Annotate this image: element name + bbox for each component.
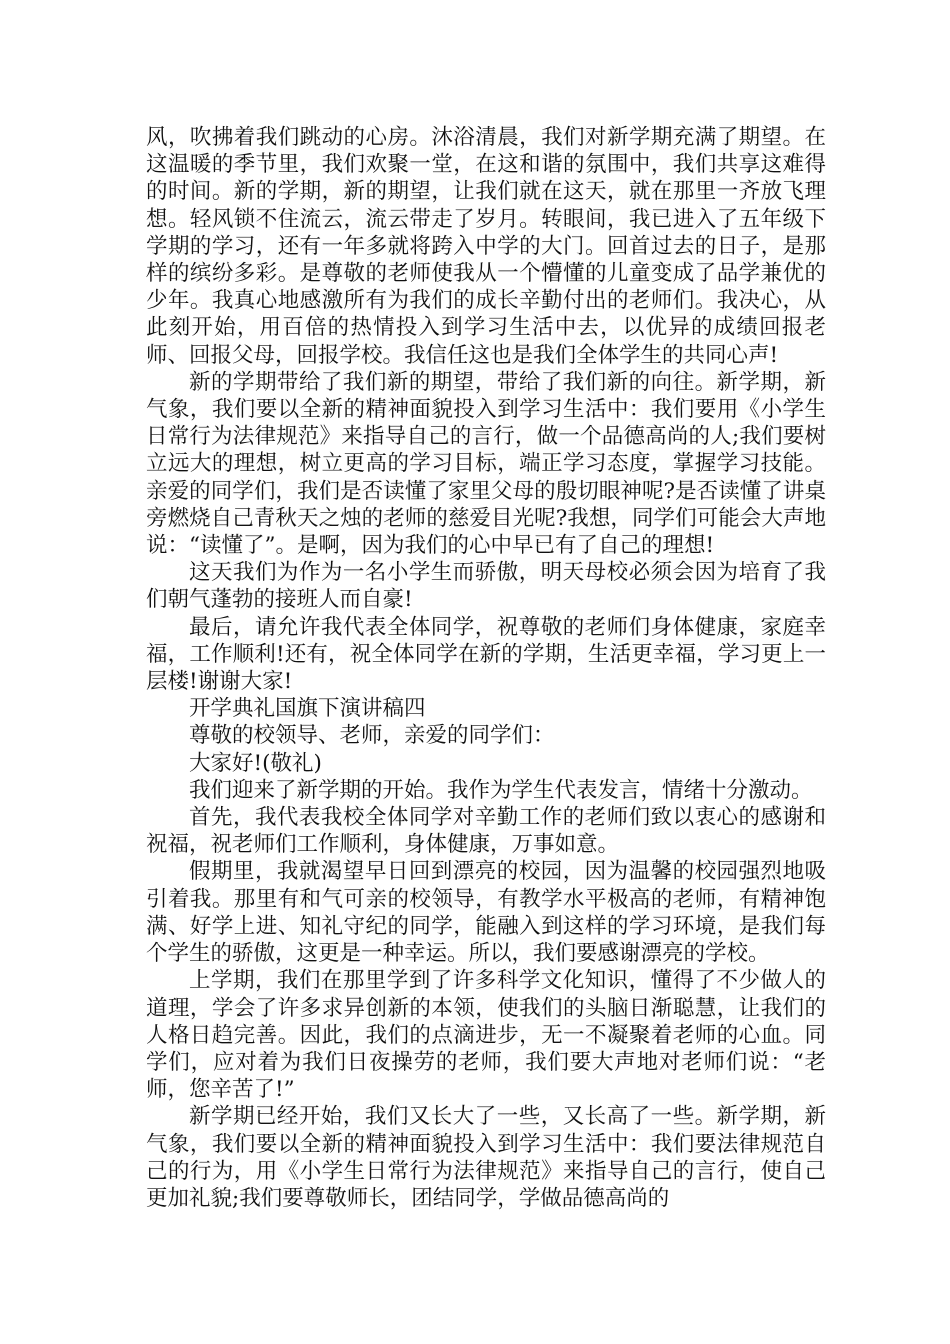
paragraph: 最后，请允许我代表全体同学，祝尊敬的老师们身体健康，家庭幸福，工作顺利!还有，祝全体同学在新的学期，生活更幸福，学习更上一层楼!谢谢大家! — [146, 614, 826, 695]
document-body — [146, 124, 826, 1212]
paragraph: 我们迎来了新学期的开始。我作为学生代表发言，情绪十分激动。 — [189, 777, 813, 803]
paragraph: 首先，我代表我校全体同学对辛勤工作的老师们致以衷心的感谢和祝福，祝老师们工作顺利，身体健康，万事如意。 — [146, 805, 826, 858]
paragraph: 新的学期带给了我们新的期望，带给了我们新的向往。新学期，新气象，我们要以全新的精神面貌投入到学习生活中：我们要用《小学生日常行为法律规范》来指导自己的言行，做一个品德高尚的人;我们要树立远大的理想，树立更高的学习目标，端正学习态度，掌握学习技能。亲爱的同学们，我们是否读懂了家里父母的殷切眼神呢?是否读懂了讲桌旁燃烧自己青秋天之烛的老师的慈爱目光呢?我想，同学们可能会大声地说：“读懂了”。是啊，因为我们的心中早已有了自己的理想! — [146, 369, 826, 559]
paragraph: 新学期已经开始，我们又长大了一些，又长高了一些。新学期，新气象，我们要以全新的精神面貌投入到学习生活中：我们要法律规范自己的行为，用《小学生日常行为法律规范》来指导自己的言行，使自己更加礼貌;我们要尊敬师长，团结同学，学做品德高尚的 — [146, 1104, 826, 1211]
paragraph: 上学期，我们在那里学到了许多科学文化知识，懂得了不少做人的道理，学会了许多求异创新的本领，使我们的头脑日渐聪慧，让我们的人格日趋完善。因此，我们的点滴进步，无一不凝聚着老师的心血。同学们，应对着为我们日夜操劳的老师，我们要大声地对老师们说：“老师，您辛苦了!” — [146, 968, 826, 1103]
paragraph: 假期里，我就渴望早日回到漂亮的校园，因为温馨的校园强烈地吸引着我。那里有和气可亲的校领导，有教学水平极高的老师，有精神饱满、好学上进、知礼守纪的同学，能融入到这样的学习环境，是我们每个学生的骄傲，这更是一种幸运。所以，我们要感谢漂亮的学校。 — [146, 859, 826, 967]
section-heading: 开学典礼国旗下演讲稿四 — [189, 696, 426, 722]
salutation: 尊敬的校领导、老师，亲爱的同学们： — [189, 723, 555, 749]
paragraph: 风，吹拂着我们跳动的心房。沐浴清晨，我们对新学期充满了期望。在这温暖的季节里，我们欢聚一堂，在这和谐的氛围中，我们共享这难得的时间。新的学期，新的期望，让我们就在这天，就在那里一齐放飞理想。轻风锁不住流云，流云带走了岁月。转眼间，我已进入了五年级下学期的学习，还有一年多就将跨入中学的大门。回首过去的日子，是那样的缤纷多彩。是尊敬的老师使我从一个懵懂的儿童变成了品学兼优的少年。我真心地感激所有为我们的成长辛勤付出的老师们。我决心，从此刻开始，用百倍的热情投入到学习生活中去，以优异的成绩回报老师、回报父母，回报学校。我信任这也是我们全体学生的共同心声! — [146, 125, 826, 368]
greeting: 大家好!(敬礼) — [189, 750, 322, 776]
paragraph: 这天我们为作为一名小学生而骄傲，明天母校必须会因为培育了我们朝气蓬勃的接班人而自豪! — [146, 560, 826, 613]
